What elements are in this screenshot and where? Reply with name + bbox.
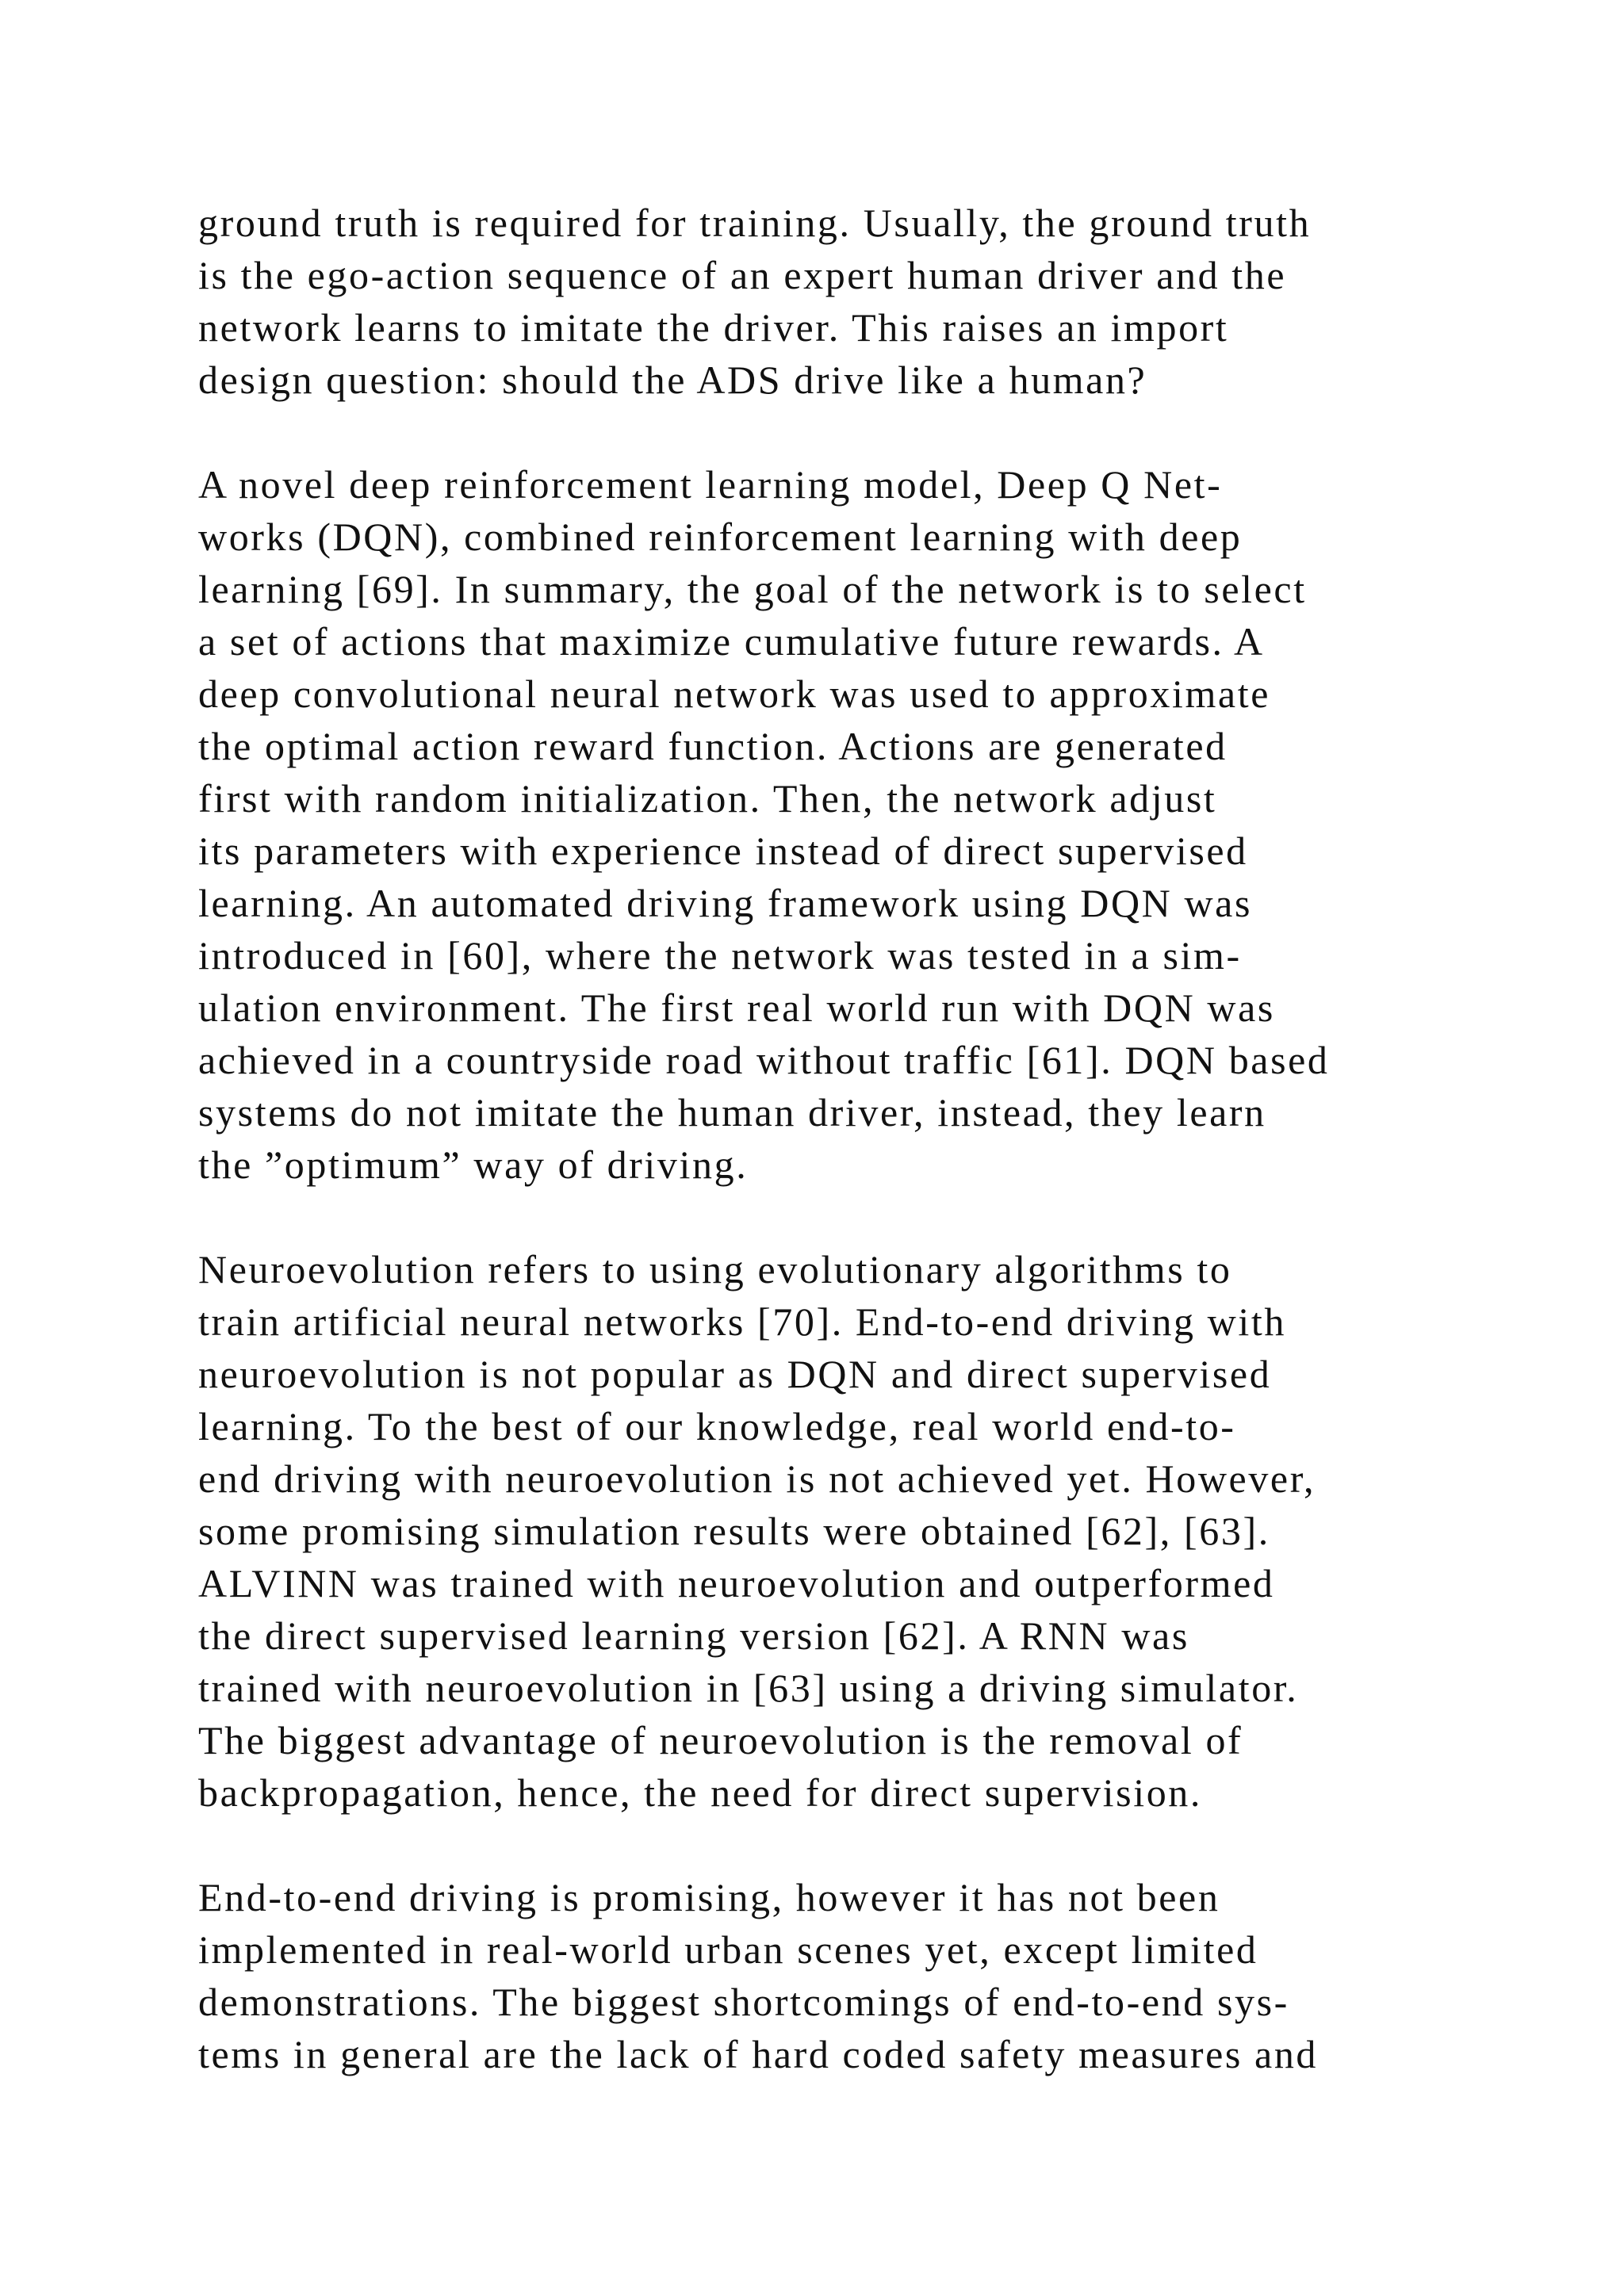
text-line: A novel deep reinforcement learning model, Deep Q Net- [198,462,1223,507]
text-line: ALVINN was trained with neuroevolution and outperformed [198,1561,1275,1605]
text-line: trained with neuroevolution in [63] using a driving simulator. [198,1666,1299,1710]
text-line: design question: should the ADS drive like a human? [198,358,1147,402]
text-line: learning. An automated driving framework using DQN was [198,881,1253,925]
text-line: works (DQN), combined reinforcement learning with deep [198,515,1243,559]
text-line: deep convolutional neural network was used to approximate [198,672,1271,716]
text-line: backpropagation, hence, the need for direct supervision. [198,1770,1203,1815]
text-line: its parameters with experience instead of direct supervised [198,828,1248,873]
text-line: learning. To the best of our knowledge, real world end-to- [198,1404,1236,1448]
text-line: tems in general are the lack of hard coded safety measures and [198,2032,1319,2076]
text-line: implemented in real-world urban scenes yet, except limited [198,1927,1258,1972]
text-line: introduced in [60], where the network was tested in a sim- [198,933,1242,978]
text-line: the optimal action reward function. Actions are generated [198,724,1228,768]
text-line: is the ego-action sequence of an expert human driver and the [198,253,1287,297]
text-line: the ”optimum” way of driving. [198,1142,749,1187]
text-line: learning [69]. In summary, the goal of the network is to select [198,567,1307,611]
text-line: train artificial neural networks [70]. End-to-end driving with [198,1299,1286,1344]
text-line: End-to-end driving is promising, however it has not been [198,1875,1220,1919]
text-line: a set of actions that maximize cumulative future rewards. A [198,619,1265,664]
text-line: some promising simulation results were obtained [62], [63]. [198,1509,1270,1553]
text-line: The biggest advantage of neuroevolution is the removal of [198,1718,1243,1762]
text-line: network learns to imitate the driver. This raises an import [198,305,1229,350]
text-line: systems do not imitate the human driver, instead, they learn [198,1090,1266,1135]
text-line: demonstrations. The biggest shortcomings of end-to-end sys- [198,1980,1289,2024]
text-line: Neuroevolution refers to using evolutionary algorithms to [198,1247,1232,1292]
text-line: the direct supervised learning version [62]. A RNN was [198,1613,1189,1658]
text-line: ground truth is required for training. Usually, the ground truth [198,201,1312,245]
text-line: end driving with neuroevolution is not achieved yet. However, [198,1456,1316,1501]
text-line: first with random initialization. Then, the network adjust [198,776,1217,821]
text-line: ulation environment. The first real world run with DQN was [198,985,1275,1030]
text-line: achieved in a countryside road without traffic [61]. DQN based [198,1038,1330,1082]
text-line: neuroevolution is not popular as DQN and direct supervised [198,1352,1272,1396]
